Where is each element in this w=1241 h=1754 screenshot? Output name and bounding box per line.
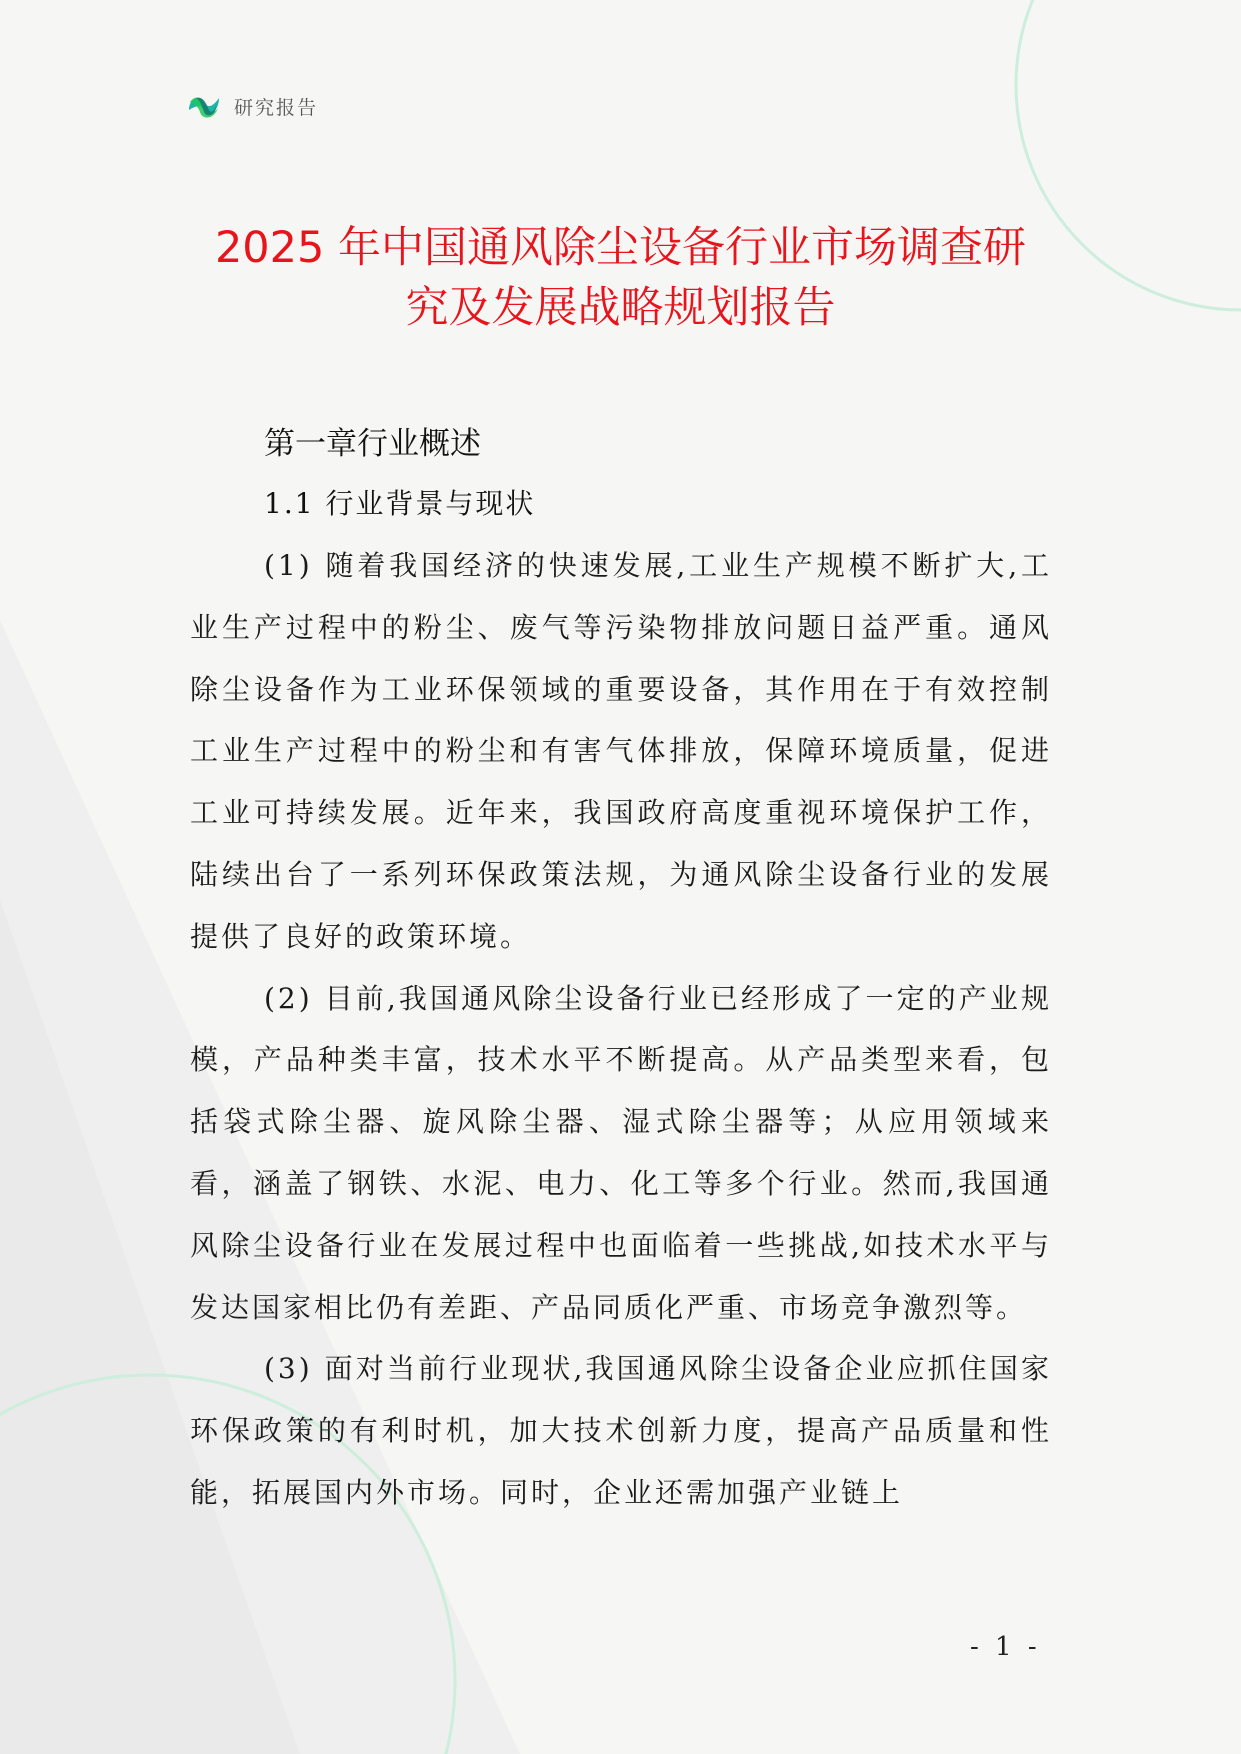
body-text bbox=[190, 535, 1052, 1524]
paragraph-2: (2) 目前,我国通风除尘设备行业已经形成了一定的产业规模，产品种类丰富，技术水平不断提高。从产品类型来看，包括袋式除尘器、旋风除尘器、湿式除尘器等；从应用领域来看，涵盖了钢铁、水泥、电力、化工等多个行业。然而,我国通风除尘设备行业在发展过程中也面临着一些挑战,如技术水平与发达国家相比仍有差距、产品同质化严重、市场竞争激烈等。 bbox=[190, 981, 1052, 1324]
title-line-2: 究及发展战略规划报告 bbox=[405, 283, 836, 333]
chapter-heading: 第一章行业概述 bbox=[264, 426, 481, 462]
title-line-1: 2025 年中国通风除尘设备行业市场调查研 bbox=[214, 223, 1027, 273]
header-label: 研究报告 bbox=[234, 96, 319, 119]
brand-logo-icon bbox=[186, 88, 222, 124]
paragraph-1: (1) 随着我国经济的快速发展,工业生产规模不断扩大,工业生产过程中的粉尘、废气等污染物排放问题日益严重。通风除尘设备作为工业环保领域的重要设备，其作用在于有效控制工业生产过程中的粉尘和有害气体排放，保障环境质量，促进工业可持续发展。近年来，我国政府高度重视环境保护工作，陆续出台了一系列环保政策法规，为通风除尘设备行业的发展提供了良好的政策环境。 bbox=[190, 549, 1052, 953]
report-header bbox=[186, 88, 318, 124]
page-number: - 1 - bbox=[970, 1632, 1041, 1662]
paragraph-3: (3) 面对当前行业现状,我国通风除尘设备企业应抓住国家环保政策的有利时机，加大技术创新力度，提高产品质量和性能，拓展国内外市场。同时，企业还需加强产业链上 bbox=[190, 1352, 1052, 1509]
report-title bbox=[150, 218, 1091, 338]
section-heading: 1.1 行业背景与现状 bbox=[264, 487, 536, 520]
